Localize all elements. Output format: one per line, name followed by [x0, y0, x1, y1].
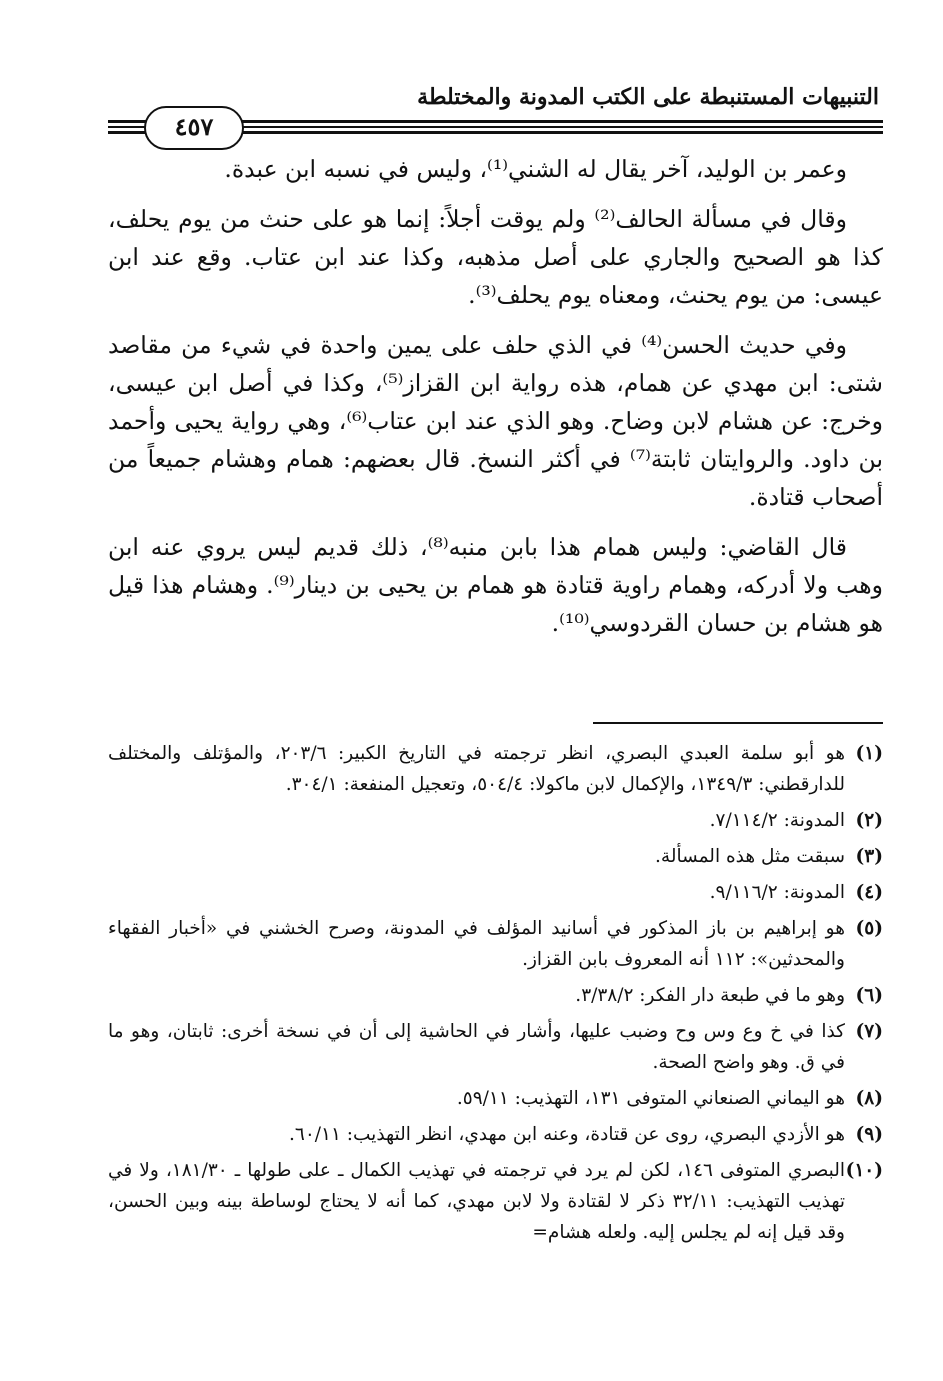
footnote-number: (١) [855, 743, 883, 764]
footnotes [108, 738, 883, 1253]
running-header-title: التنبيهات المستنبطة على الكتب المدونة والمختلطة [417, 84, 879, 110]
footnote-number: (٥) [855, 918, 883, 939]
footnote [108, 877, 883, 908]
footnote [108, 980, 883, 1011]
page-number: ٤٥٧ [144, 106, 244, 150]
footnote-text: هو أبو سلمة العبدي البصري، انظر ترجمته في التاريخ الكبير: ٢٠٣/٦، والمؤتلف والمختلف للدارقطني: ١٣٤٩/٣، والإكمال لابن ماكولا: ٥٠٤/٤، وتعجيل المنفعة: ٣٠٤/١. [108, 743, 845, 795]
footnote-text: كذا في خ وع وس وح وضبب عليها، وأشار في الحاشية إلى أن في نسخة أخرى: ثابتان، وهو ما في ق. وهو واضح الصحة. [108, 1021, 845, 1073]
footnote-number: (٣) [855, 846, 883, 867]
footnote [108, 1155, 883, 1248]
footnote [108, 1016, 883, 1078]
footnote-number: (٧) [855, 1021, 883, 1042]
footnote-text: وهو ما في طبعة دار الفكر: ٣/٣٨/٢. [575, 985, 845, 1006]
footnote-text: المدونة: ٩/١١٦/٢. [709, 882, 845, 903]
footnote-text: المدونة: ٧/١١٤/٢. [709, 810, 845, 831]
paragraph: وعمر بن الوليد، آخر يقال له الشني⁽¹⁾، وليس في نسبه ابن عبدة. [224, 155, 847, 183]
footnote-number: (٨) [855, 1088, 883, 1109]
footnote [108, 738, 883, 800]
paragraph: وقال في مسألة الحالف⁽²⁾ ولم يوقت أجلاً: إنما هو على حنث من يوم يحلف، كذا هو الصحيح والجاري على أصل مذهبه، وكذا عند ابن عتاب. وقع عند ابن عيسى: من يوم يحنث، ومعناه يوم يحلف⁽³⁾. [108, 205, 883, 309]
footnote [108, 913, 883, 975]
footnote-text: هو اليماني الصنعاني المتوفى ١٣١، التهذيب: ٥٩/١١. [456, 1088, 845, 1109]
footnote [108, 1119, 883, 1150]
footnote-number: (١٠) [845, 1160, 883, 1181]
footnote-text: هو الأزدي البصري، روى عن قتادة، وعنه ابن مهدي، انظر التهذيب: ٦٠/١١. [289, 1124, 845, 1145]
footnote [108, 841, 883, 872]
footnote-text: البصري المتوفى ١٤٦، لكن لم يرد في ترجمته في تهذيب الكمال ـ على طولها ـ ١٨١/٣٠، ولا في تهذيب التهذيب: ٣٢/١١ ذكر لا لقتادة ولا لابن مهدي، كما أنه لا يحتاج لوساطة بينه وبين الحسن، وقد قيل إنه لم يجلس إليه. ولعله هشام= [108, 1160, 845, 1243]
footnote-number: (٤) [855, 882, 883, 903]
paragraph: قال القاضي: وليس همام هذا بابن منبه⁽⁸⁾، ذلك قديم ليس يروي عنه ابن وهب ولا أدركه، وهمام راوية قتادة هو همام بن يحيى بن دينار⁽⁹⁾. وهشام هذا قيل هو هشام بن حسان القردوسي⁽¹⁰⁾. [108, 533, 883, 637]
paragraph: وفي حديث الحسن⁽⁴⁾ في الذي حلف على يمين واحدة في شيء من مقاصد شتى: ابن مهدي عن همام، هذه رواية ابن القزاز⁽⁵⁾، وكذا في أصل ابن عيسى، وخرج: عن هشام لابن وضاح. وهو الذي عند ابن عتاب⁽⁶⁾، وهي رواية يحيى وأحمد بن داود. والروايتان ثابتة⁽⁷⁾ في أكثر النسخ. قال بعضهم: همام وهشام جميعاً من أصحاب قتادة. [108, 331, 883, 511]
footnote-text: هو إبراهيم بن باز المذكور في أسانيد المؤلف في المدونة، وصرح الخشني في «أخبار الفقهاء والمحدثين»: ١١٢ أنه المعروف بابن القزاز. [108, 918, 845, 970]
footnote [108, 805, 883, 836]
footnote-number: (٩) [855, 1124, 883, 1145]
main-text [108, 150, 883, 654]
footnote-number: (٢) [855, 810, 883, 831]
footnote-separator [593, 722, 883, 724]
footnote-number: (٦) [855, 985, 883, 1006]
footnote [108, 1083, 883, 1114]
footnote-text: سبقت مثل هذه المسألة. [655, 846, 845, 867]
